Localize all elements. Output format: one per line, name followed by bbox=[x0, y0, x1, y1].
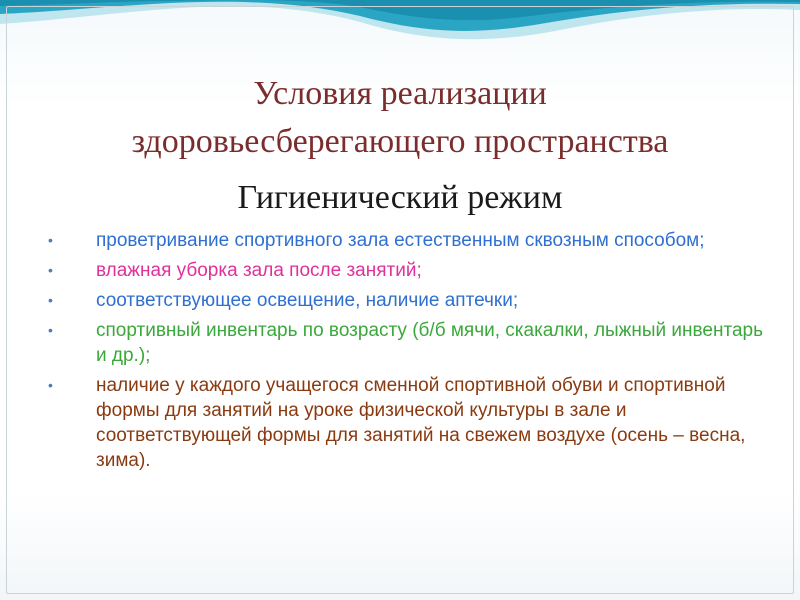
title-line-1: Условия реализации bbox=[253, 75, 547, 112]
decorative-wave bbox=[0, 0, 800, 60]
bullet-icon: • bbox=[48, 232, 53, 248]
bullet-icon: • bbox=[48, 292, 53, 308]
slide-subtitle: Гигиенический режим bbox=[237, 179, 563, 216]
slide-title bbox=[0, 70, 800, 166]
bullet-icon: • bbox=[48, 262, 53, 278]
list-item bbox=[48, 258, 768, 283]
bullet-list bbox=[48, 228, 768, 478]
list-item bbox=[48, 288, 768, 313]
list-item-text: наличие у каждого учащегося сменной спортивной обуви и спортивной формы для занятий на уроке физической культуры в зале и соответствующей формы для занятий на свежем воздухе (осень – весна, зима). bbox=[96, 375, 746, 471]
list-item-text: соответствующее освещение, наличие аптечки; bbox=[96, 290, 519, 311]
list-item bbox=[48, 318, 768, 368]
list-item-text: проветривание спортивного зала естественным сквозным способом; bbox=[96, 230, 705, 251]
list-item bbox=[48, 228, 768, 253]
list-item bbox=[48, 373, 768, 473]
bullet-icon: • bbox=[48, 377, 53, 393]
title-line-2: здоровьесберегающего пространства bbox=[131, 123, 669, 160]
bullet-icon: • bbox=[48, 322, 53, 338]
list-item-text: влажная уборка зала после занятий; bbox=[96, 260, 422, 281]
list-item-text: спортивный инвентарь по возрасту (б/б мячи, скакалки, лыжный инвентарь и др.); bbox=[96, 320, 764, 366]
